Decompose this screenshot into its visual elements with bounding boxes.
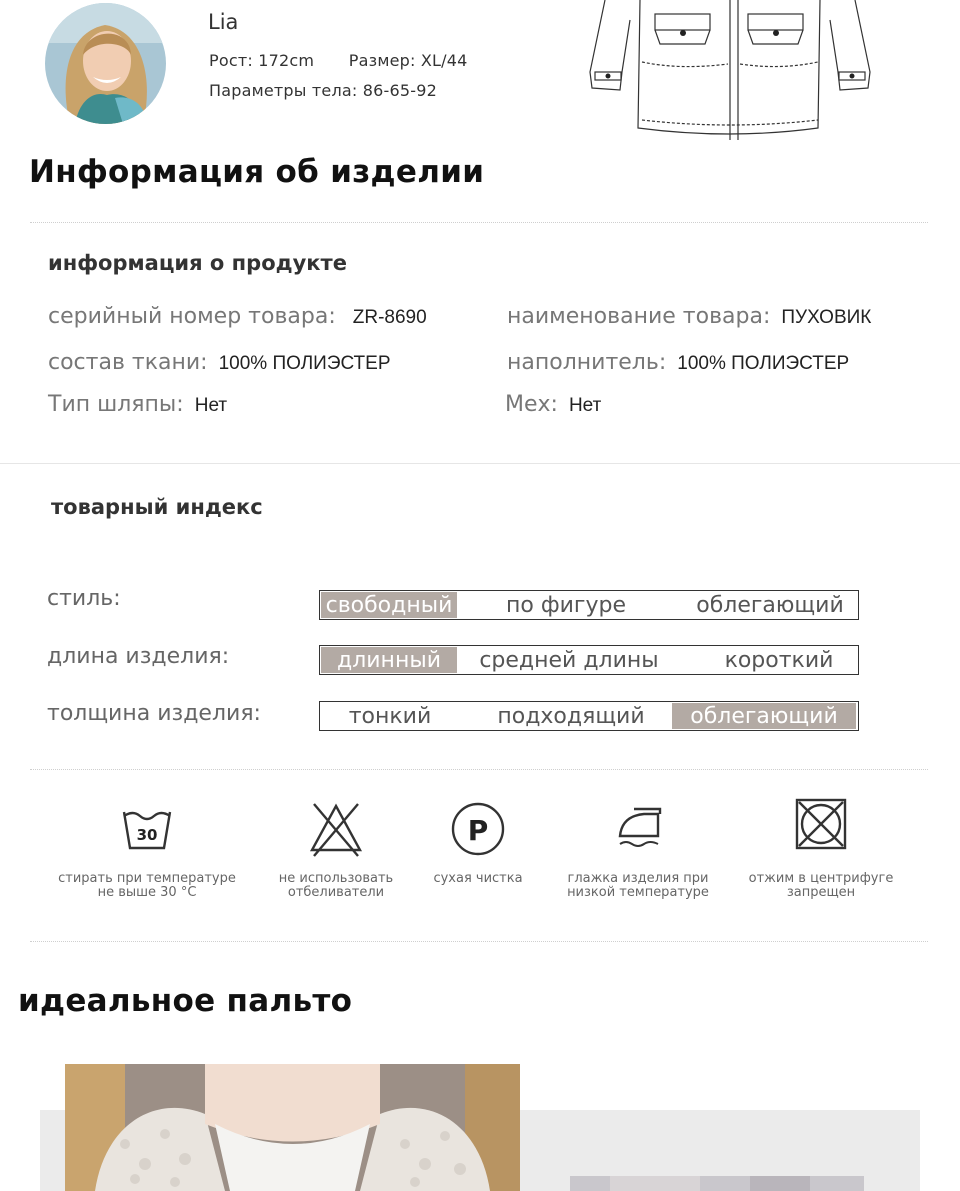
serial-label: серийный номер товара: — [48, 304, 336, 329]
model-size-line — [209, 51, 468, 70]
hat-row — [48, 392, 227, 417]
dry-clean-letter: P — [467, 814, 489, 847]
filler-value: 100% ПОЛИЭСТЕР — [677, 353, 850, 374]
coat-model-photo — [65, 1064, 520, 1191]
thickness-option-thick: облегающий — [672, 703, 856, 729]
style-scale — [319, 590, 859, 620]
fur-value: Нет — [568, 395, 602, 416]
divider — [30, 769, 928, 770]
filler-label: наполнитель: — [507, 350, 667, 375]
height-label: Рост: — [209, 51, 253, 70]
model-avatar — [45, 3, 166, 124]
bottom-title: идеальное пальто — [18, 983, 353, 1019]
style-option-tight: облегающий — [696, 593, 844, 618]
care-item-wash — [52, 790, 242, 900]
serial-number-row — [48, 304, 427, 329]
thickness-label: толщина изделия: — [47, 701, 261, 726]
height-value: 172cm — [258, 51, 315, 70]
length-option-medium: средней длины — [479, 648, 659, 673]
care-label-dryclean: сухая чистка — [433, 871, 523, 886]
coat-detail-photo — [570, 1176, 864, 1191]
product-name-row — [507, 304, 871, 329]
fur-label: Мех: — [505, 392, 558, 417]
style-option-fitted: по фигуре — [505, 593, 627, 618]
no-spin-icon — [791, 790, 851, 860]
thickness-scale — [319, 701, 859, 731]
length-option-short: короткий — [724, 648, 834, 673]
size-label: Размер: — [348, 51, 416, 70]
care-label-wash: стирать при температуре не выше 30 °C — [58, 871, 236, 900]
fabric-label: состав ткани: — [48, 350, 208, 375]
length-option-long: длинный — [321, 647, 457, 673]
care-label-iron: глажка изделия при низкой температуре — [567, 871, 709, 900]
length-label: длина изделия: — [47, 644, 230, 669]
divider — [30, 222, 928, 223]
dry-clean-icon — [448, 790, 508, 860]
hat-label: Тип шляпы: — [48, 392, 184, 417]
no-bleach-icon — [306, 790, 366, 860]
care-item-spin — [726, 790, 916, 900]
wash-temp-text: 30 — [136, 826, 158, 844]
thickness-option-thin: тонкий — [348, 704, 432, 729]
care-label-spin: отжим в центрифуге запрещен — [748, 871, 894, 900]
care-item-iron — [543, 790, 733, 900]
hat-value: Нет — [194, 395, 228, 416]
model-params-line — [209, 81, 437, 100]
fur-row — [505, 392, 601, 417]
jacket-sketch-image — [580, 0, 880, 145]
wash-30-icon — [117, 790, 177, 860]
fabric-value: 100% ПОЛИЭСТЕР — [218, 353, 391, 374]
divider — [0, 463, 960, 464]
thickness-option-medium: подходящий — [497, 704, 645, 729]
product-info-title: информация о продукте — [48, 251, 347, 275]
params-value: 86-65-92 — [362, 81, 438, 100]
model-name: Lia — [208, 10, 239, 34]
name-label: наименование товара: — [507, 304, 771, 329]
serial-value: ZR-8690 — [352, 307, 427, 328]
size-value: XL/44 — [420, 51, 468, 70]
filler-row — [507, 350, 849, 375]
index-title: товарный индекс — [51, 495, 263, 519]
divider — [30, 941, 928, 942]
section-title: Информация об изделии — [29, 154, 485, 190]
fabric-row — [48, 350, 391, 375]
name-value: ПУХОВИК — [781, 307, 872, 328]
length-scale — [319, 645, 859, 675]
care-label-bleach: не использовать отбеливатели — [278, 871, 394, 900]
style-option-loose: свободный — [321, 592, 457, 618]
style-label: стиль: — [47, 586, 121, 611]
iron-low-icon — [608, 790, 668, 860]
params-label: Параметры тела: — [209, 81, 358, 100]
